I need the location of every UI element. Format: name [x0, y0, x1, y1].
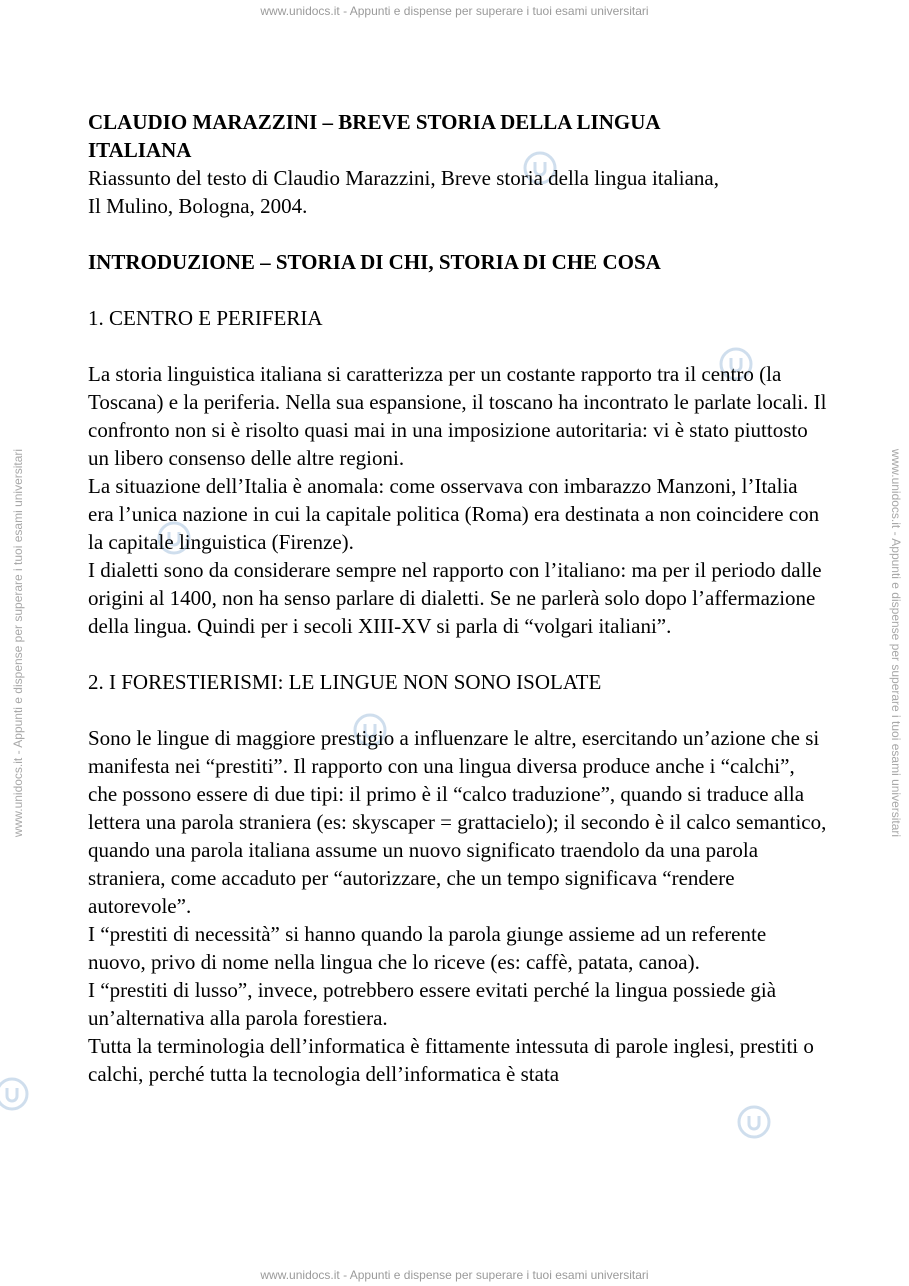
- paragraph: La storia linguistica italiana si caratterizza per un costante rapporto tra il centro (la Toscana) e la periferia. Nella sua espansione, il toscano ha incontrato le parlate locali. Il confronto non si è risolto quasi mai in una imposizione autoritaria: vi è stato piuttosto un libero consenso delle altre regioni.: [88, 362, 827, 470]
- document-title-line-1: CLAUDIO MARAZZINI – BREVE STORIA DELLA LINGUA: [88, 110, 661, 134]
- watermark-right-text: www.unidocs.it - Appunti e dispense per superare i tuoi esami universitari: [889, 448, 903, 838]
- document-title-line-2: ITALIANA: [88, 138, 192, 162]
- paragraph: I dialetti sono da considerare sempre nel rapporto con l’italiano: ma per il periodo dalle origini al 1400, non ha senso parlare di dialetti. Se ne parlerà solo dopo l’affermazione della lingua. Quindi per i secoli XIII-XV si parla di “volgari italiani”.: [88, 558, 822, 638]
- paragraph: Sono le lingue di maggiore prestigio a influenzare le altre, esercitando un’azione che si manifesta nei “prestiti”. Il rapporto con una lingua diversa produce anche i “calchi”, che possono essere di due tipi: il primo è il “calco traduzione”, quando si traduce alla lettera una parola straniera (es: skyscaper = grattacielo); il secondo è il calco semantico, quando una parola italiana assume un nuovo significato traendolo da una parola straniera, come accaduto per “autorizzare, che un tempo significava “rendere autorevole”.: [88, 726, 827, 918]
- paragraph: I “prestiti di necessità” si hanno quando la parola giunge assieme ad un referente nuovo, privo di nome nella lingua che lo riceve (es: caffè, patata, canoa).: [88, 922, 767, 974]
- section-heading-introduzione: INTRODUZIONE – STORIA DI CHI, STORIA DI CHE COSA: [88, 250, 661, 274]
- document-subtitle-line-1: Riassunto del testo di Claudio Marazzini, Breve storia della lingua italiana,: [88, 166, 720, 190]
- section-2-heading: 2. I FORESTIERISMI: LE LINGUE NON SONO ISOLATE: [88, 670, 602, 694]
- watermark-top: www.unidocs.it - Appunti e dispense per superare i tuoi esami universitari: [260, 4, 649, 18]
- watermark-left-text: www.unidocs.it - Appunti e dispense per superare i tuoi esami universitari: [11, 448, 25, 838]
- unidocs-logo-icon: [0, 1076, 30, 1112]
- paragraph: La situazione dell’Italia è anomala: come osservava con imbarazzo Manzoni, l’Italia era l’unica nazione in cui la capitale politica (Roma) era destinata a non coincidere con la capitale linguistica (Firenze).: [88, 474, 820, 554]
- unidocs-logo-icon: [736, 1104, 772, 1140]
- watermark-bottom: www.unidocs.it - Appunti e dispense per superare i tuoi esami universitari: [260, 1268, 649, 1282]
- paragraph: Tutta la terminologia dell’informatica è fittamente intessuta di parole inglesi, prestiti o calchi, perché tutta la tecnologia dell’informatica è stata: [88, 1034, 814, 1086]
- document-body: [88, 108, 828, 1088]
- section-1-heading: 1. CENTRO E PERIFERIA: [88, 306, 323, 330]
- document-subtitle-line-2: Il Mulino, Bologna, 2004.: [88, 194, 308, 218]
- paragraph: I “prestiti di lusso”, invece, potrebbero essere evitati perché la lingua possiede già un’alternativa alla parola forestiera.: [88, 978, 777, 1030]
